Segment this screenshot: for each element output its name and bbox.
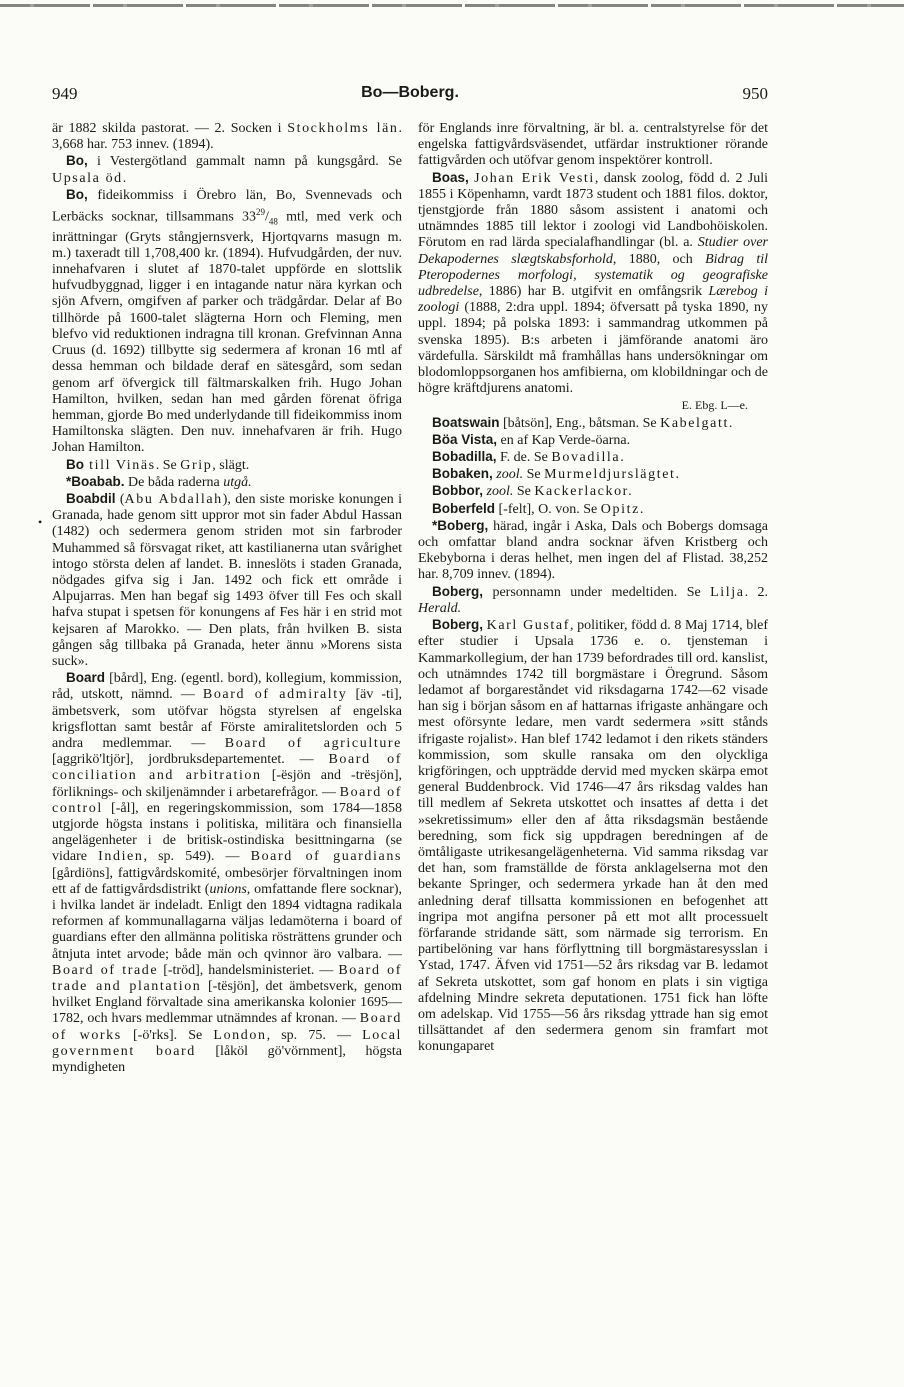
- entry-continuation: är 1882 skilda pastorat. — 2. Socken i Stockholms län. 3,668 har. 753 innev. (1894).: [52, 121, 402, 153]
- headword: Board: [66, 670, 106, 686]
- entry-board: Board [bård], Eng. (egentl. bord), kollegium, kommission, råd, utskott, nämnd. — Board of admiralty [äv -ti], ämbetsverk, som utöfvar högsta styrelsen af engelska krigsflottan samt består af Förste amiralitetslorden och 5 andra medlemmar. — Board of agriculture [aggrikö'ltjör], jordbruksdepartementet. — Board of conciliation and arbitration [-ësjön and -trësjön], förliknings- och skiljenämnder i arbetarefrågor. — Board of control [-ål], en regeringskommission, som 1784—1858 utgjorde högsta instans i politiska, militära och finansiella angelägenheter i de britisk-ostindiska besittningarna (se vidare Indien, sp. 549). — Board of guardians [gårdiöns], fattigvårdskomité, ombesörjer förvaltningen inom ett af de fattigvårdsdistrikt (unions, omfattande flere socknar), i hvilka landet är indeladt. Enligt den 1894 vidtagna radikala reformen af kommunallagarna väljas ledamöterna i board of guardians efter den allmänna politiska rösträttens grunder och åtnjuta intet arvode; både män och qvinnor äro valbara. — Board of trade [-tröd], handelsministeriet. — Board of trade and plantation [-tësjön], det ämbetsverk, genom hvilket England förvaltade sina amerikanska kolonier 1695—1782, och hvars medlemmar utnämndes af kronan. — Board of works [-ö'rks]. Se London, sp. 75. — Local government board [låköl gö'vörnment], högsta myndigheten: [52, 670, 402, 1076]
- margin-bullet: •: [38, 515, 43, 529]
- entry-bobadilla: Bobadilla, F. de. Se Bovadilla.: [432, 449, 626, 466]
- entry-boberg-harad: *Boberg, härad, ingår i Aska, Dals och Bobergs domsaga och omfattar bland andra socknar äfven Kristberg och Ekebyborna i deras helhet, men ingen del af Flistad. 38,252 har. 8,709 innev. (1894).: [418, 517, 768, 583]
- running-head: Bo—Boberg.: [361, 84, 459, 101]
- page-number-right: 950: [742, 84, 768, 103]
- entry-bobbor: Bobbor, zool. Se Kackerlackor.: [432, 483, 634, 500]
- right-column: [418, 121, 768, 1373]
- headword: Bobaken,: [432, 466, 493, 482]
- entry-boberg-personnamn: Boberg, personnamn under medeltiden. Se Lilja. 2. Herald.: [418, 583, 768, 616]
- page-header: [52, 84, 768, 108]
- entry-boabdil: Boabdil (Abu Abdallah), den siste moriske konungen i Granada, hade genom sitt uppror mot sin fader Abdul Hassan (1482) och sedermera genom striden mot sin farbroder Muhammed så försvagat riket, att kastilianerna utan svårighet intogo största delen af landet. B. inneslöts i staden Granada, nödgades gifva sig i Jan. 1492 och fick ett område i Alpujarras. Men han begaf sig 1493 öfver till Fes och skall hafva stupat i spetsen för konungens af Fes här i en strid mot kejsaren af Marokko. — Den plats, från hvilken B. sista gången såg tillbaka på Granada, heter ännu »Morens sista suck».: [52, 490, 402, 669]
- headword: *Boabab.: [66, 473, 125, 489]
- headword: Bo,: [66, 153, 88, 169]
- headword: Boberfeld: [432, 500, 496, 516]
- entry-boberfeld: Boberfeld [-felt], O. von. Se Opitz.: [432, 500, 645, 517]
- headword: Bobbor,: [432, 483, 483, 499]
- headword: Boberg,: [432, 583, 484, 599]
- entry-bo-fideikommiss: Bo, fideikommiss i Örebro län, Bo, Svennevads och Lerbäcks socknar, tillsammans $33^{29}/_{48}$ mtl, med verk och inrättningar (Gryts stångjernsverk, Hjortqvarns masugn m. m.) taxeradt till 1,708,400 kr. (1894). Hufvudgården, der nuv. innehafvaren i slutet af 1870-talet uppförde en slottslik hufvudbyggnad, ligger i en intagande natur nära kyrkan och sjön Afvern, omgifven af parker och trädgårdar. Delar af Bo tillhörde på 1600-talet slägterna Horn och Fleming, men blefvo vid reduktionen indragna till kronan. Grefvinnan Anna Cruus (d. 1692) tillbytte sig sedermera af kronan 16 mtl af dessa hemman och bildade deraf en sätesgård, som sedan genom arf öfvergick till fältmarskalken frih. Hugo Johan Hamilton, hvilken, sedan han med gården förenat öfriga hemman, gjorde Bo med underlydande till fideikommiss inom Hamiltonska slägten. Den nuv. innehafvaren är frih. Hugo Johan Hamilton.: [52, 186, 402, 456]
- entry-boatswain: Boatswain [båtsön], Eng., båtsman. Se Kabelgatt.: [432, 414, 735, 431]
- entry-bo-till-vinas: Bo till Vinäs. Se Grip, slägt.: [66, 456, 250, 473]
- entry-boberg-karl-gustaf: Boberg, Karl Gustaf, politiker, född d. 8 Maj 1714, blef efter studier i Upsala 1736 e. o. tjensteman i Kammarkollegium, der han 1739 befordrades till ord. kanslist, och utnämndes 1742 till borgmästare i Öregrund. Såsom ledamot af borgareståndet vid riksdagarna 1742—62 visade han sig i början såsom en af hattarnas ifrigaste anhängare och mest oförsynte ledare, men vardt sedermera »sitt stånds ifrigaste rojalist». Han blef 1742 ledamot i den rikets ständers kommission, som skulle ransaka om den olyckliga krigföringen, och uppträdde dervid med mycken skärpa emot general Buddenbrock. Vid 1746—47 års riksdag valdes han till medlem af Sekreta utskottet och insattes af detta i det »sekretissimum» eller den af åtta riksdagsmän bestående beredning, som fick sig uppdragen beredningen af de ömtåligaste utrikesangelägenheterna. Vid samma riksdag var det han, som framställde de första anklagelserna mot den bekante Springer, och sedermera yrkade han åt den med anledning deraf tillsatta kommissionen en befogenhet att ingripa mot angifna personer på ett mot allt processuelt förfarande stridande sätt, som närmade sig terrorism. En partibelöning var hans förflyttning till borgmästaresysslan i Ystad, 1747. Äfven vid 1751—52 års riksdag var B. ledamot af Sekreta utskottet, som gaf honom en plats i sin vigtiga afdelning Mindre sekreta deputationen. 1751 fick han löfte om adelskap. Vid 1755—56 års riksdag yttrade han sig emot tillsättandet af den sedermera genom sin framfart mot konungaparet: [418, 617, 768, 1055]
- entry-bo-vestergotland: Bo, i Vestergötland gammalt namn på kungsgård. Se Upsala öd.: [52, 153, 402, 186]
- entry-boas: Boas, Johan Erik Vesti, dansk zoolog, född d. 2 Juli 1855 i Köpenhamn, vardt 1873 student och 1881 filos. doktor, tjenstgjorde från 1880 såsom assistent i anatomi och utnämndes 1885 till lektor i zoologi vid Landbohöiskolen. Förutom en rad lärda specialafhandlingar (bl. a. Studier over Dekapodernes slægtskabsforhold, 1880, och Bidrag til Pteropodernes morfologi, systematik og geografiske udbredelse, 1886) har B. utgifvit en omfångsrik Lærebog i zoologi (1888, 2:dra uppl. 1894; öfversatt på tyska 1890, ny uppl. 1894; på polska 1893: i sammandrag utkommen på svenska 1895). B:s arbeten i jämförande anatomi äro värdefulla. Särskildt må framhållas hans undersökningar om blodomloppsorganen hos amfibierna, om klobildningar och de högre kräftdjurens anatomi.: [418, 169, 768, 397]
- headword: Boas,: [432, 169, 469, 185]
- author-signature: E. Ebg. L—e.: [681, 398, 748, 413]
- headword: *Boberg,: [432, 517, 489, 533]
- headword: Böa Vista,: [432, 431, 498, 447]
- headword: Bobadilla,: [432, 449, 497, 465]
- entry-bobaken: Bobaken, zool. Se Murmeldjurslägtet.: [432, 466, 681, 483]
- page-number-left: 949: [52, 84, 78, 103]
- headword: Boabdil: [66, 490, 116, 506]
- entry-boa-vista: Böa Vista, en af Kap Verde-öarna.: [432, 431, 631, 448]
- headword: Boatswain: [432, 414, 500, 430]
- entry-continuation: för Englands inre förvaltning, är bl. a. centralstyrelse för det engelska fattigvårdsväsendet, utfärdar instruktioner rörande fattigvården och utöfvar genom inspektörer kontroll.: [418, 121, 768, 169]
- headword: Boberg,: [432, 617, 484, 633]
- headword: Bo,: [66, 186, 88, 202]
- left-column: [52, 121, 402, 1373]
- headword: Bo: [66, 456, 84, 472]
- top-rule: [0, 4, 904, 7]
- entry-boabab: *Boabab. De båda raderna utgå.: [66, 473, 252, 490]
